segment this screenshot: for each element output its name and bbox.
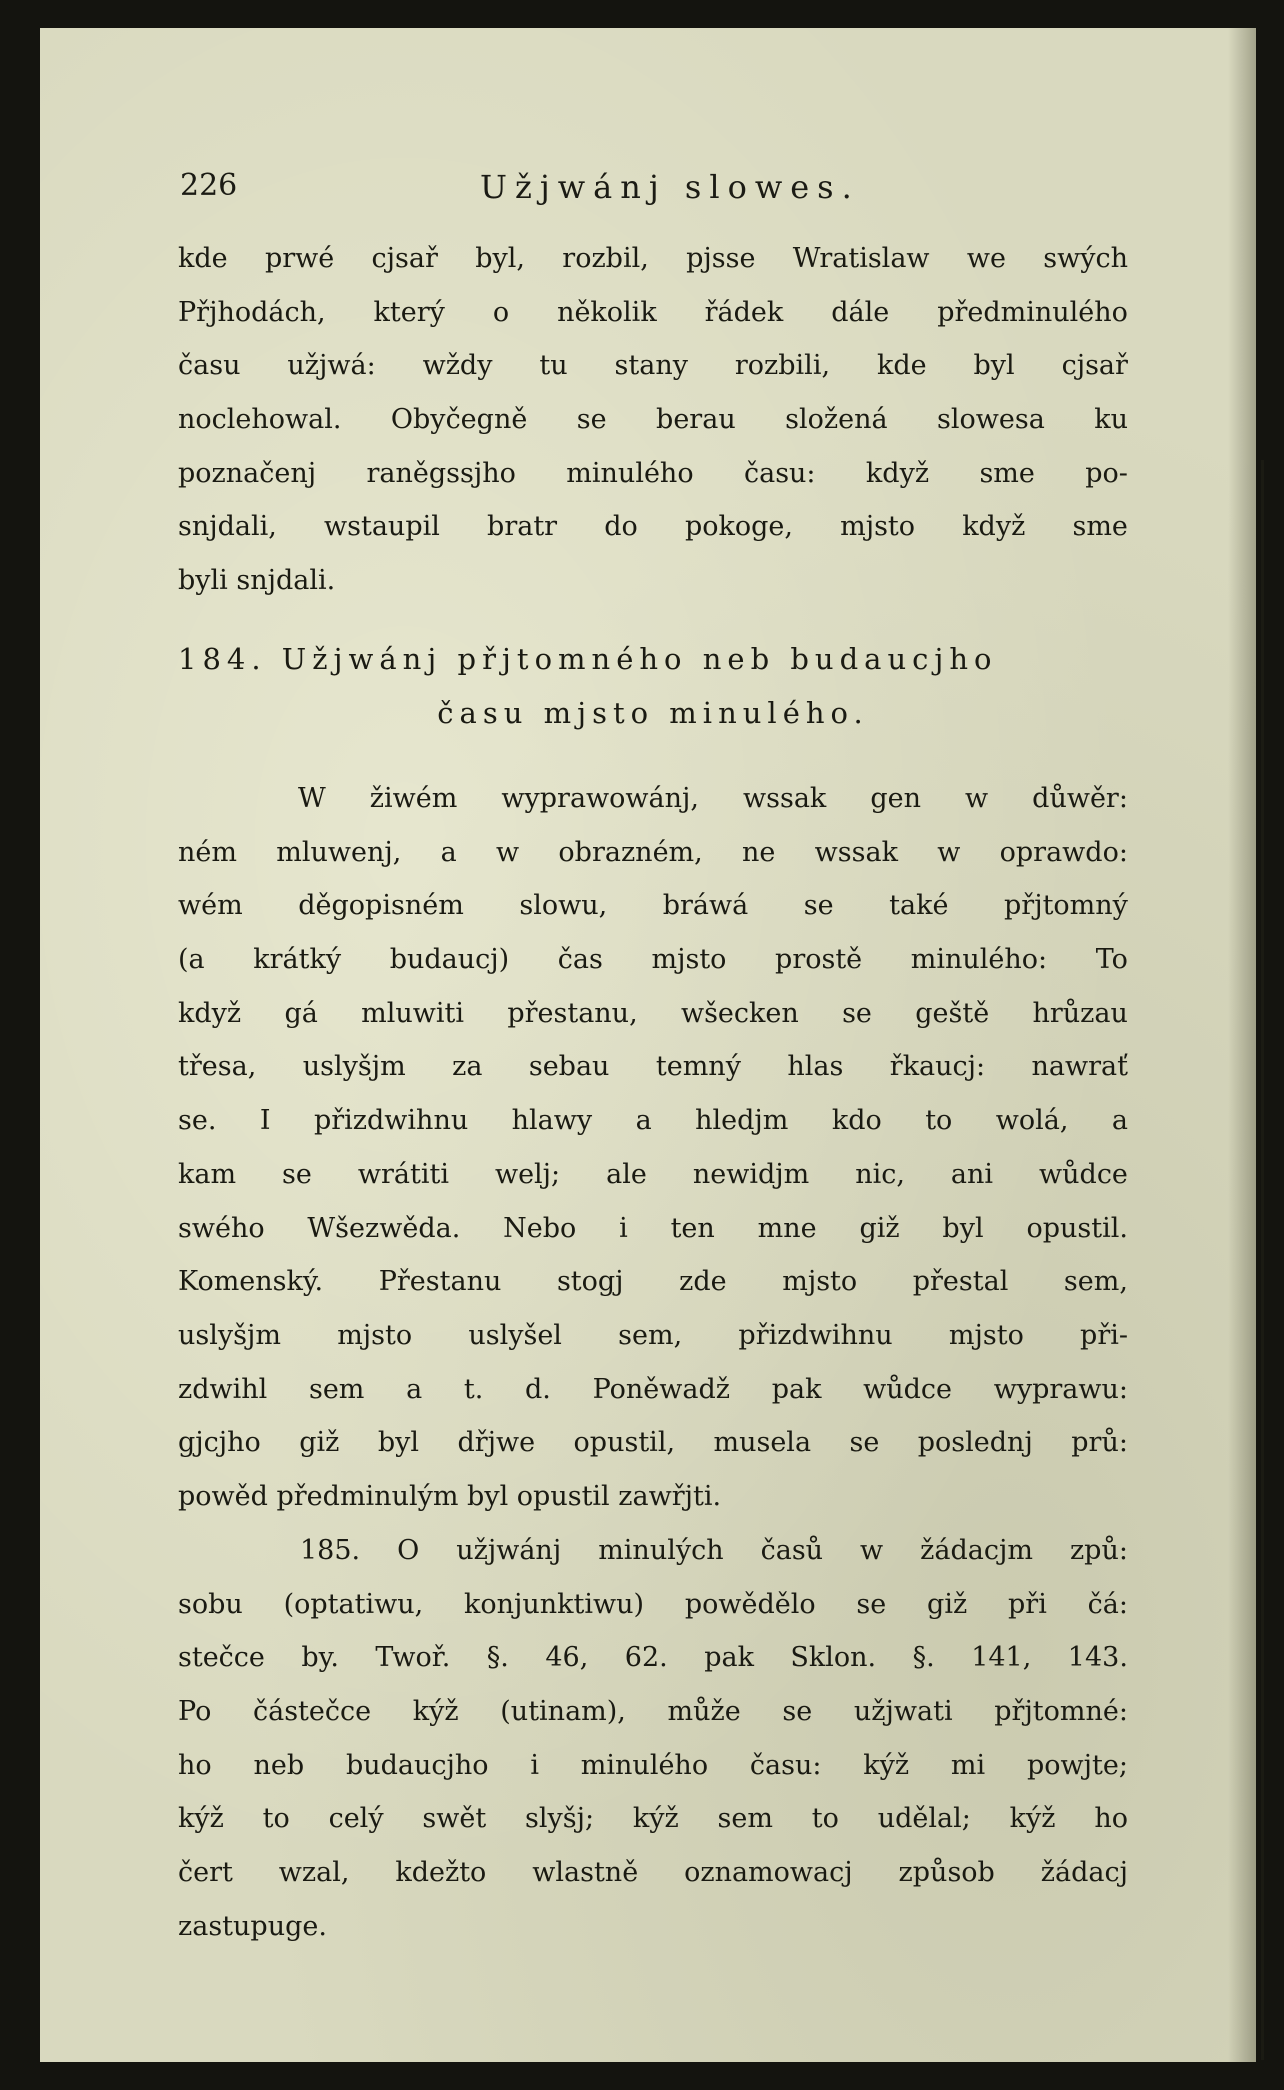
text-line: (a krátký budaucj) čas mjsto prostě minulého: To bbox=[178, 944, 1128, 976]
text-line: swého Wšezwěda. Nebo i ten mne giž byl opustil. bbox=[178, 1212, 1128, 1244]
text-line: poznačenj raněgssjho minulého času: když sme po- bbox=[178, 457, 1128, 489]
text-line: gjcjho giž byl dřjwe opustil, musela se poslednj prů: bbox=[178, 1427, 1128, 1459]
text-line: stečce by. Twoř. §. 46, 62. pak Sklon. §. 141, 143. bbox=[178, 1642, 1128, 1674]
page-edge-shadow bbox=[1228, 28, 1256, 2062]
heading-line: času mjsto minulého. bbox=[437, 696, 869, 730]
heading-line: 184. Užjwánj přjtomného neb budaucjho bbox=[178, 642, 998, 676]
text-line: Přjhodách, který o několik řádek dále předminulého bbox=[178, 296, 1128, 328]
text-line: času užjwá: wždy tu stany rozbili, kde byl cjsař bbox=[178, 350, 1128, 382]
text-line: zastupuge. bbox=[178, 1910, 327, 1942]
text-line: když gá mluwiti přestanu, wšecken se geště hrůzau bbox=[178, 997, 1128, 1029]
text-line: powěd předminulým byl opustil zawřjti. bbox=[178, 1480, 722, 1512]
text-line: Komenský. Přestanu stogj zde mjsto přestal sem, bbox=[178, 1266, 1128, 1298]
text-line: kýž to celý swět slyšj; kýž sem to udělal; kýž ho bbox=[178, 1803, 1128, 1835]
text-line: se. I přizdwihnu hlawy a hledjm kdo to wolá, a bbox=[178, 1105, 1128, 1137]
text-line: snjdali, wstaupil bratr do pokoge, mjsto když sme bbox=[178, 511, 1128, 543]
text-line: zdwihl sem a t. d. Poněwadž pak wůdce wyprawu: bbox=[178, 1373, 1128, 1405]
text-line: ném mluwenj, a w obrazném, ne wssak w oprawdo: bbox=[178, 836, 1128, 868]
text-line: W žiwém wyprawowánj, wssak gen w důwěr: bbox=[298, 783, 1128, 814]
page-header bbox=[180, 168, 1120, 218]
text-line: 185. O užjwánj minulých časů w žádacjm způ: bbox=[300, 1535, 1128, 1566]
text-line: byli snjdali. bbox=[178, 565, 336, 597]
paragraph-3 bbox=[178, 1524, 1128, 1954]
binding-edge-rule bbox=[1261, 460, 1264, 2060]
text-line: uslyšjm mjsto uslyšel sem, přizdwihnu mjsto při- bbox=[178, 1319, 1128, 1351]
text-line: čert wzal, kdežto wlastně oznamowacj způsob žádacj bbox=[178, 1857, 1128, 1889]
running-title: Užjwánj slowes. bbox=[480, 168, 860, 206]
paragraph-1 bbox=[178, 232, 1128, 608]
text-line: sobu (optatiwu, konjunktiwu) powědělo se giž při čá: bbox=[178, 1588, 1128, 1620]
text-line: wém děgopisném slowu, bráwá se také přjtomný bbox=[178, 890, 1128, 922]
paragraph-2 bbox=[178, 772, 1128, 1524]
text-line: třesa, uslyšjm za sebau temný hlas řkaucj: nawrať bbox=[178, 1051, 1128, 1083]
text-line: kde prwé cjsař byl, rozbil, pjsse Wratislaw we swých bbox=[178, 243, 1128, 274]
text-line: kam se wrátiti welj; ale newidjm nic, ani wůdce bbox=[178, 1158, 1128, 1190]
text-line: ho neb budaucjho i minulého času: kýž mi powjte; bbox=[178, 1749, 1128, 1781]
section-heading-184 bbox=[178, 632, 1128, 740]
text-line: noclehowal. Obyčegně se berau složená slowesa ku bbox=[178, 404, 1128, 436]
page-number: 226 bbox=[180, 168, 238, 203]
text-line: Po částečce kýž (utinam), může se užjwati přjtomné: bbox=[178, 1696, 1128, 1728]
